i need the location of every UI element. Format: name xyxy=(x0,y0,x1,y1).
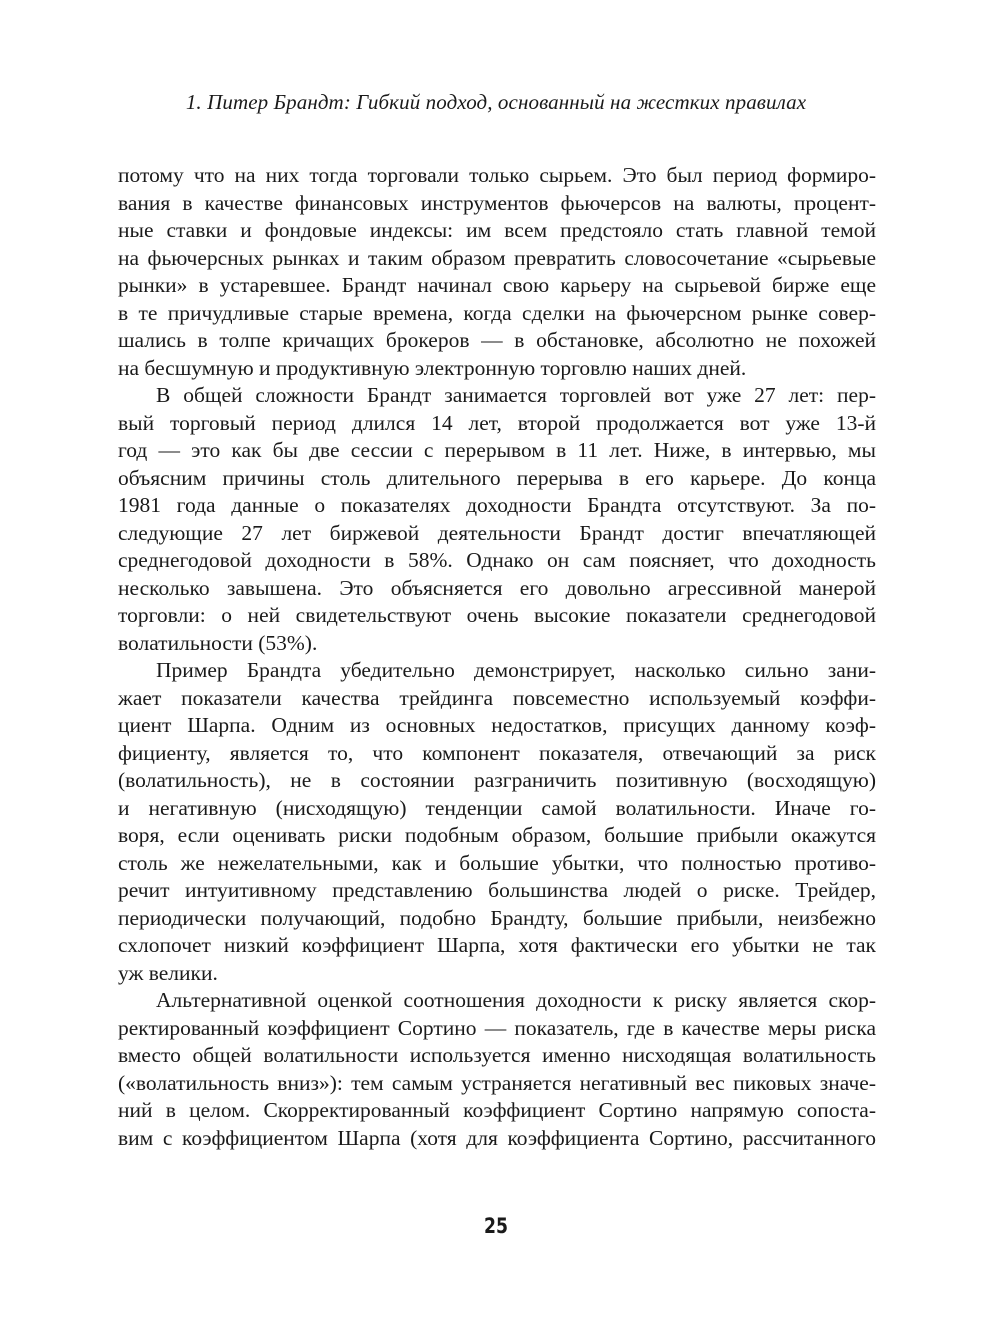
text-line: шались в толпе кричащих брокеров — в обстановке, абсолютно не похожей xyxy=(118,328,876,352)
text-line: в те причудливые старые времена, когда сделки на фьючерсном рынке совер- xyxy=(118,300,876,325)
text-line: ные ставки и фондовые индексы: им всем предстояло стать главной темой xyxy=(118,218,876,242)
text-line: среднегодовой доходности в 58%. Однако он сам поясняет, что доходность xyxy=(118,548,876,572)
text-line: схлопочет низкий коэффициент Шарпа, хотя фактически его убытки не так xyxy=(118,933,876,957)
text-line: циент Шарпа. Одним из основных недостатков, присущих данному коэф- xyxy=(118,713,876,737)
text-line: Пример Брандта убедительно демонстрирует, насколько сильно зани- xyxy=(156,658,876,682)
text-line: потому что на них тогда торговали только сырьем. Это был период формиро- xyxy=(118,163,876,187)
text-line: объясним причины столь длительного перерыва в его карьере. До конца xyxy=(118,465,876,490)
text-line: воря, если оценивать риски подобным образом, большие прибыли окажутся xyxy=(118,823,876,847)
paragraph xyxy=(118,382,876,657)
text-line: Альтернативной оценкой соотношения доходности к риску является скор- xyxy=(156,988,876,1012)
page-number: 25 xyxy=(484,1214,508,1238)
body-text xyxy=(118,162,876,1152)
text-line: (волатильность), не в состоянии разграничить позитивную (восходящую) xyxy=(118,768,876,792)
text-line: речит интуитивному представлению большинства людей о риске. Трейдер, xyxy=(118,878,876,902)
text-line: рынки» в устаревшее. Брандт начинал свою карьеру на сырьевой бирже еще xyxy=(118,273,876,297)
paragraph xyxy=(118,987,876,1152)
text-line: вый торговый период длился 14 лет, второй продолжается вот уже 13-й xyxy=(118,410,876,435)
text-line: несколько завышена. Это объясняется его довольно агрессивной манерой xyxy=(118,575,876,600)
text-line: волатильности (53%). xyxy=(118,630,318,655)
text-line: столь же нежелательными, как и большие убытки, что полностью противо- xyxy=(118,850,876,875)
text-line: вим с коэффициентом Шарпа (хотя для коэффициента Сортино, рассчитанного xyxy=(118,1125,876,1150)
text-line: год — это как бы две сессии с перерывом в 11 лет. Ниже, в интервью, мы xyxy=(118,438,876,462)
text-line: 1981 года данные о показателях доходности Брандта отсутствуют. За по- xyxy=(118,493,876,517)
text-line: и негативную (нисходящую) тенденции самой волатильности. Иначе го- xyxy=(118,795,876,820)
text-line: вместо общей волатильности используется именно нисходящая волатильность xyxy=(118,1043,876,1067)
text-line: торговли: о ней свидетельствуют очень высокие показатели среднегодовой xyxy=(118,603,876,627)
text-line: («волатильность вниз»): тем самым устраняется негативный вес пиковых значе- xyxy=(118,1070,876,1095)
text-line: следующие 27 лет биржевой деятельности Брандт достиг впечатляющей xyxy=(118,520,876,545)
text-line: на бесшумную и продуктивную электронную торговлю наших дней. xyxy=(118,355,747,380)
text-line: фициенту, является то, что компонент показателя, отвечающий за риск xyxy=(118,740,876,765)
text-line: В общей сложности Брандт занимается торговлей вот уже 27 лет: пер- xyxy=(156,383,876,407)
text-line: вания в качестве финансовых инструментов фьючерсов на валюты, процент- xyxy=(118,190,876,215)
running-head: 1. Питер Брандт: Гибкий подход, основанный на жестких правилах xyxy=(185,90,807,114)
text-line: жает показатели качества трейдинга повсеместно используемый коэффи- xyxy=(118,685,876,710)
text-line: периодически получающий, подобно Брандту, большие прибыли, неизбежно xyxy=(118,905,876,930)
text-line: на фьючерсных рынках и таким образом превратить словосочетание «сырьевые xyxy=(118,245,876,270)
paragraph xyxy=(118,657,876,987)
paragraph xyxy=(118,162,876,382)
text-line: ректированный коэффициент Сортино — показатель, где в качестве меры риска xyxy=(118,1015,876,1040)
text-line: уж велики. xyxy=(118,960,218,985)
text-line: ний в целом. Скорректированный коэффициент Сортино напрямую сопоста- xyxy=(118,1098,876,1122)
